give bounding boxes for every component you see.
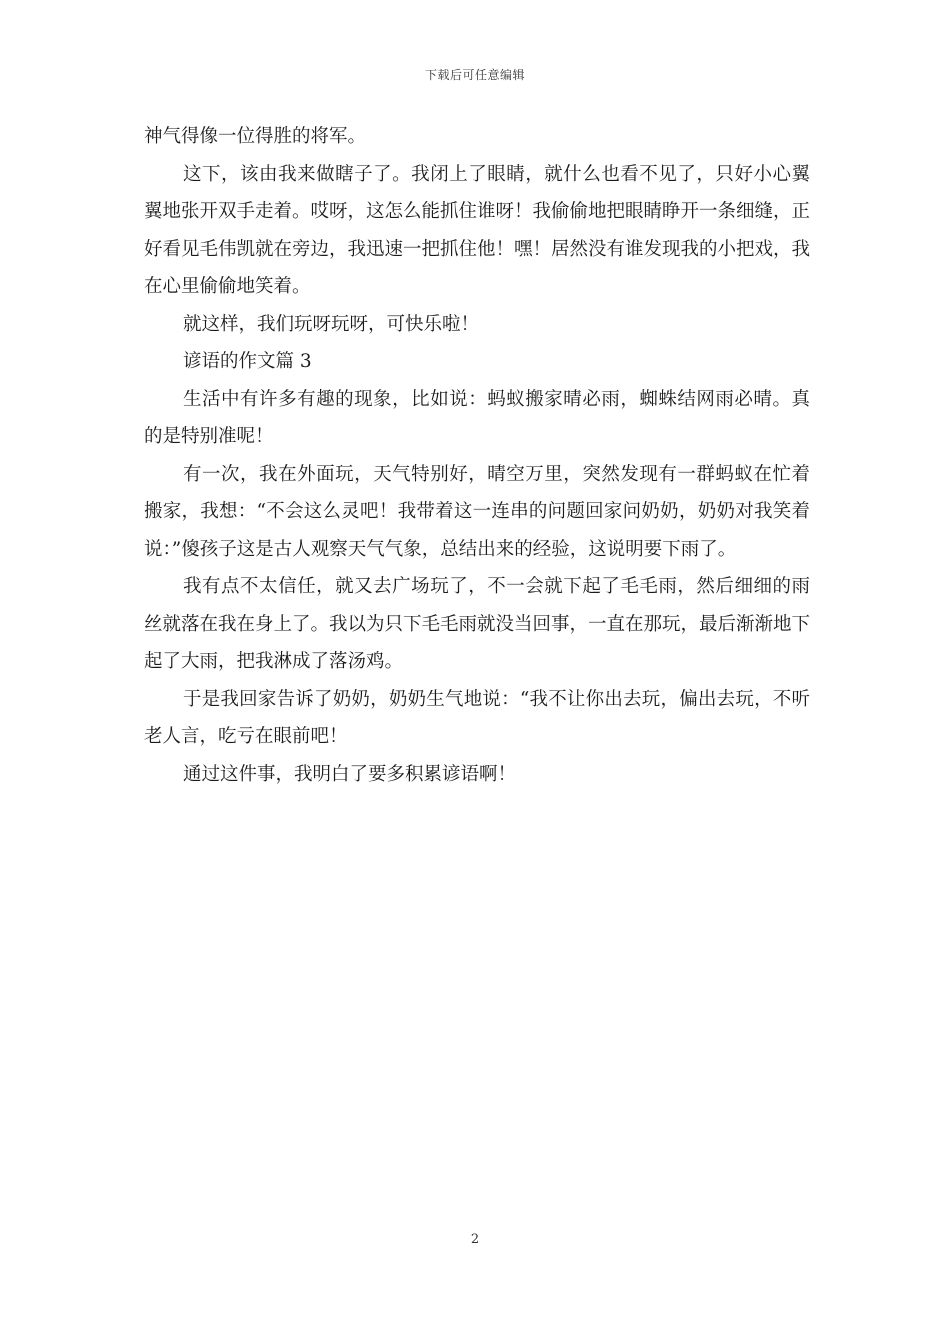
paragraph: 通过这件事，我明白了要多积累谚语啊！: [183, 763, 517, 785]
document-body: [144, 118, 810, 793]
page-header: 下载后可任意编辑: [424, 68, 525, 82]
page-number: 2: [470, 1232, 480, 1247]
paragraph: 我有点不太信任，就又去广场玩了，不一会就下起了毛毛雨，然后细细的雨丝就落在我在身上了。我以为只下毛毛雨就没当回事，一直在那玩，最后渐渐地下起了大雨，把我淋成了落汤鸡。: [144, 576, 811, 672]
paragraph: 这下，该由我来做瞎子了。我闭上了眼睛，就什么也看不见了，只好小心翼翼地张开双手走着。哎呀，这怎么能抓住谁呀！我偷偷地把眼睛睁开一条细缝，正好看见毛伟凯就在旁边，我迅速一把抓住他！嘿！居然没有谁发现我的小把戏，我在心里偷偷地笑着。: [144, 163, 811, 297]
paragraph: 于是我回家告诉了奶奶，奶奶生气地说：“我不让你出去玩，偏出去玩，不听老人言，吃亏在眼前吧！: [144, 688, 810, 747]
paragraph-continuation: 神气得像一位得胜的将军。: [144, 126, 367, 147]
paragraph: 生活中有许多有趣的现象，比如说：蚂蚁搬家晴必雨，蜘蛛结网雨必晴。真的是特别准呢！: [144, 388, 810, 447]
paragraph: 就这样，我们玩呀玩呀，可快乐啦！: [183, 313, 480, 335]
paragraph: 有一次，我在外面玩，天气特别好，晴空万里，突然发现有一群蚂蚁在忙着搬家，我想：“不会这么灵吧！我带着这一连串的问题回家问奶奶，奶奶对我笑着说：”傻孩子这是古人观察天气气象，总结出来的经验，这说明要下雨了。: [144, 463, 810, 560]
section-heading: 谚语的作文篇 3: [183, 351, 312, 372]
